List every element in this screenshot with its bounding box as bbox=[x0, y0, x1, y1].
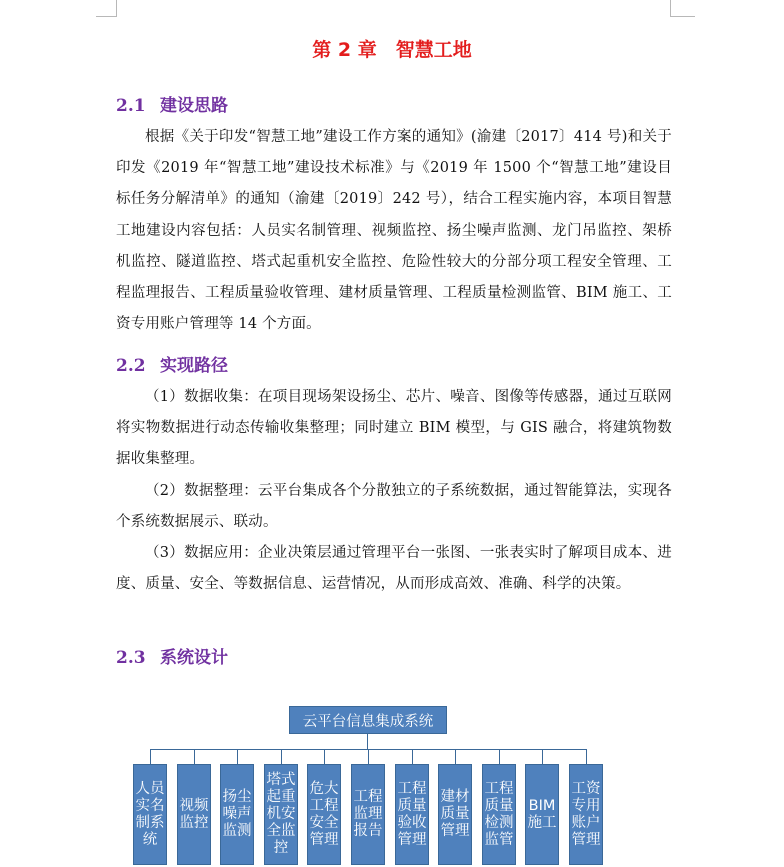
connector-leaf bbox=[237, 749, 238, 764]
section-number: 2.3 bbox=[116, 648, 146, 668]
leaf-node: 塔式起重机安全监控 bbox=[264, 764, 298, 865]
connector-leaf bbox=[194, 749, 195, 764]
connector-leaf bbox=[281, 749, 282, 764]
section-number: 2.2 bbox=[116, 356, 146, 376]
section-title: 建设思路 bbox=[160, 96, 228, 116]
leaf-node: BIM施工 bbox=[525, 764, 559, 865]
leaf-node: 人员实名制系统 bbox=[133, 764, 167, 865]
connector-leaf bbox=[150, 749, 151, 764]
paragraph-data-application: （3）数据应用：企业决策层通过管理平台一张图、一张表实时了解项目成本、进度、质量、安全、等数据信息、运营情况，从而形成高效、准确、科学的决策。 bbox=[116, 545, 672, 593]
section-title: 系统设计 bbox=[160, 648, 228, 668]
connector-root-stem bbox=[367, 734, 368, 749]
connector-leaf bbox=[455, 749, 456, 764]
leaf-node: 扬尘噪声监测 bbox=[220, 764, 254, 865]
connector-leaf bbox=[412, 749, 413, 764]
connector-leaf bbox=[542, 749, 543, 764]
leaf-node: 工程质量验收管理 bbox=[395, 764, 429, 865]
leaf-node: 工资专用账户管理 bbox=[569, 764, 603, 865]
connector-leaf bbox=[586, 749, 587, 764]
section-title: 实现路径 bbox=[160, 356, 228, 376]
chapter-title: 第 2 章 智慧工地 bbox=[312, 39, 472, 61]
leaf-node: 建材质量管理 bbox=[438, 764, 472, 865]
leaf-node: 危大工程安全管理 bbox=[307, 764, 341, 865]
leaf-node: 工程质量检测监管 bbox=[482, 764, 516, 865]
connector-leaf bbox=[368, 749, 369, 764]
section-number: 2.1 bbox=[116, 96, 146, 116]
connector-leaf bbox=[324, 749, 325, 764]
root-node-cloud-platform: 云平台信息集成系统 bbox=[289, 706, 447, 734]
connector-leaf bbox=[499, 749, 500, 764]
leaf-node: 工程监理报告 bbox=[351, 764, 385, 865]
paragraph-data-processing: （2）数据整理：云平台集成各个分散独立的子系统数据，通过智能算法，实现各个系统数据展示、联动。 bbox=[116, 483, 672, 531]
paragraph-approach: 根据《关于印发“智慧工地”建设工作方案的通知》(渝建〔2017〕414 号)和关于印发《2019 年“智慧工地”建设技术标准》与《2019 年 1500 个“智慧工地”建设目标任务分解清单》的通知（渝建〔2019〕242 号），结合工程实施内容，本项目智慧工地建设内容包括：人员实名制管理、视频监控、扬尘噪声监测、龙门吊监控、架桥机监控、隧道监控、塔式起重机安全监控、危险性较大的分部分项工程安全管理、工程监理报告、工程质量验收管理、建材质量管理、工程质量检测监管、BIM 施工、工资专用账户管理等 14 个方面。 bbox=[116, 129, 672, 333]
leaf-node: 视频监控 bbox=[177, 764, 211, 865]
paragraph-data-collection: （1）数据收集：在项目现场架设扬尘、芯片、噪音、图像等传感器，通过互联网将实物数据进行动态传输收集整理；同时建立 BIM 模型，与 GIS 融合，将建筑物数据收集整理。 bbox=[116, 389, 672, 468]
